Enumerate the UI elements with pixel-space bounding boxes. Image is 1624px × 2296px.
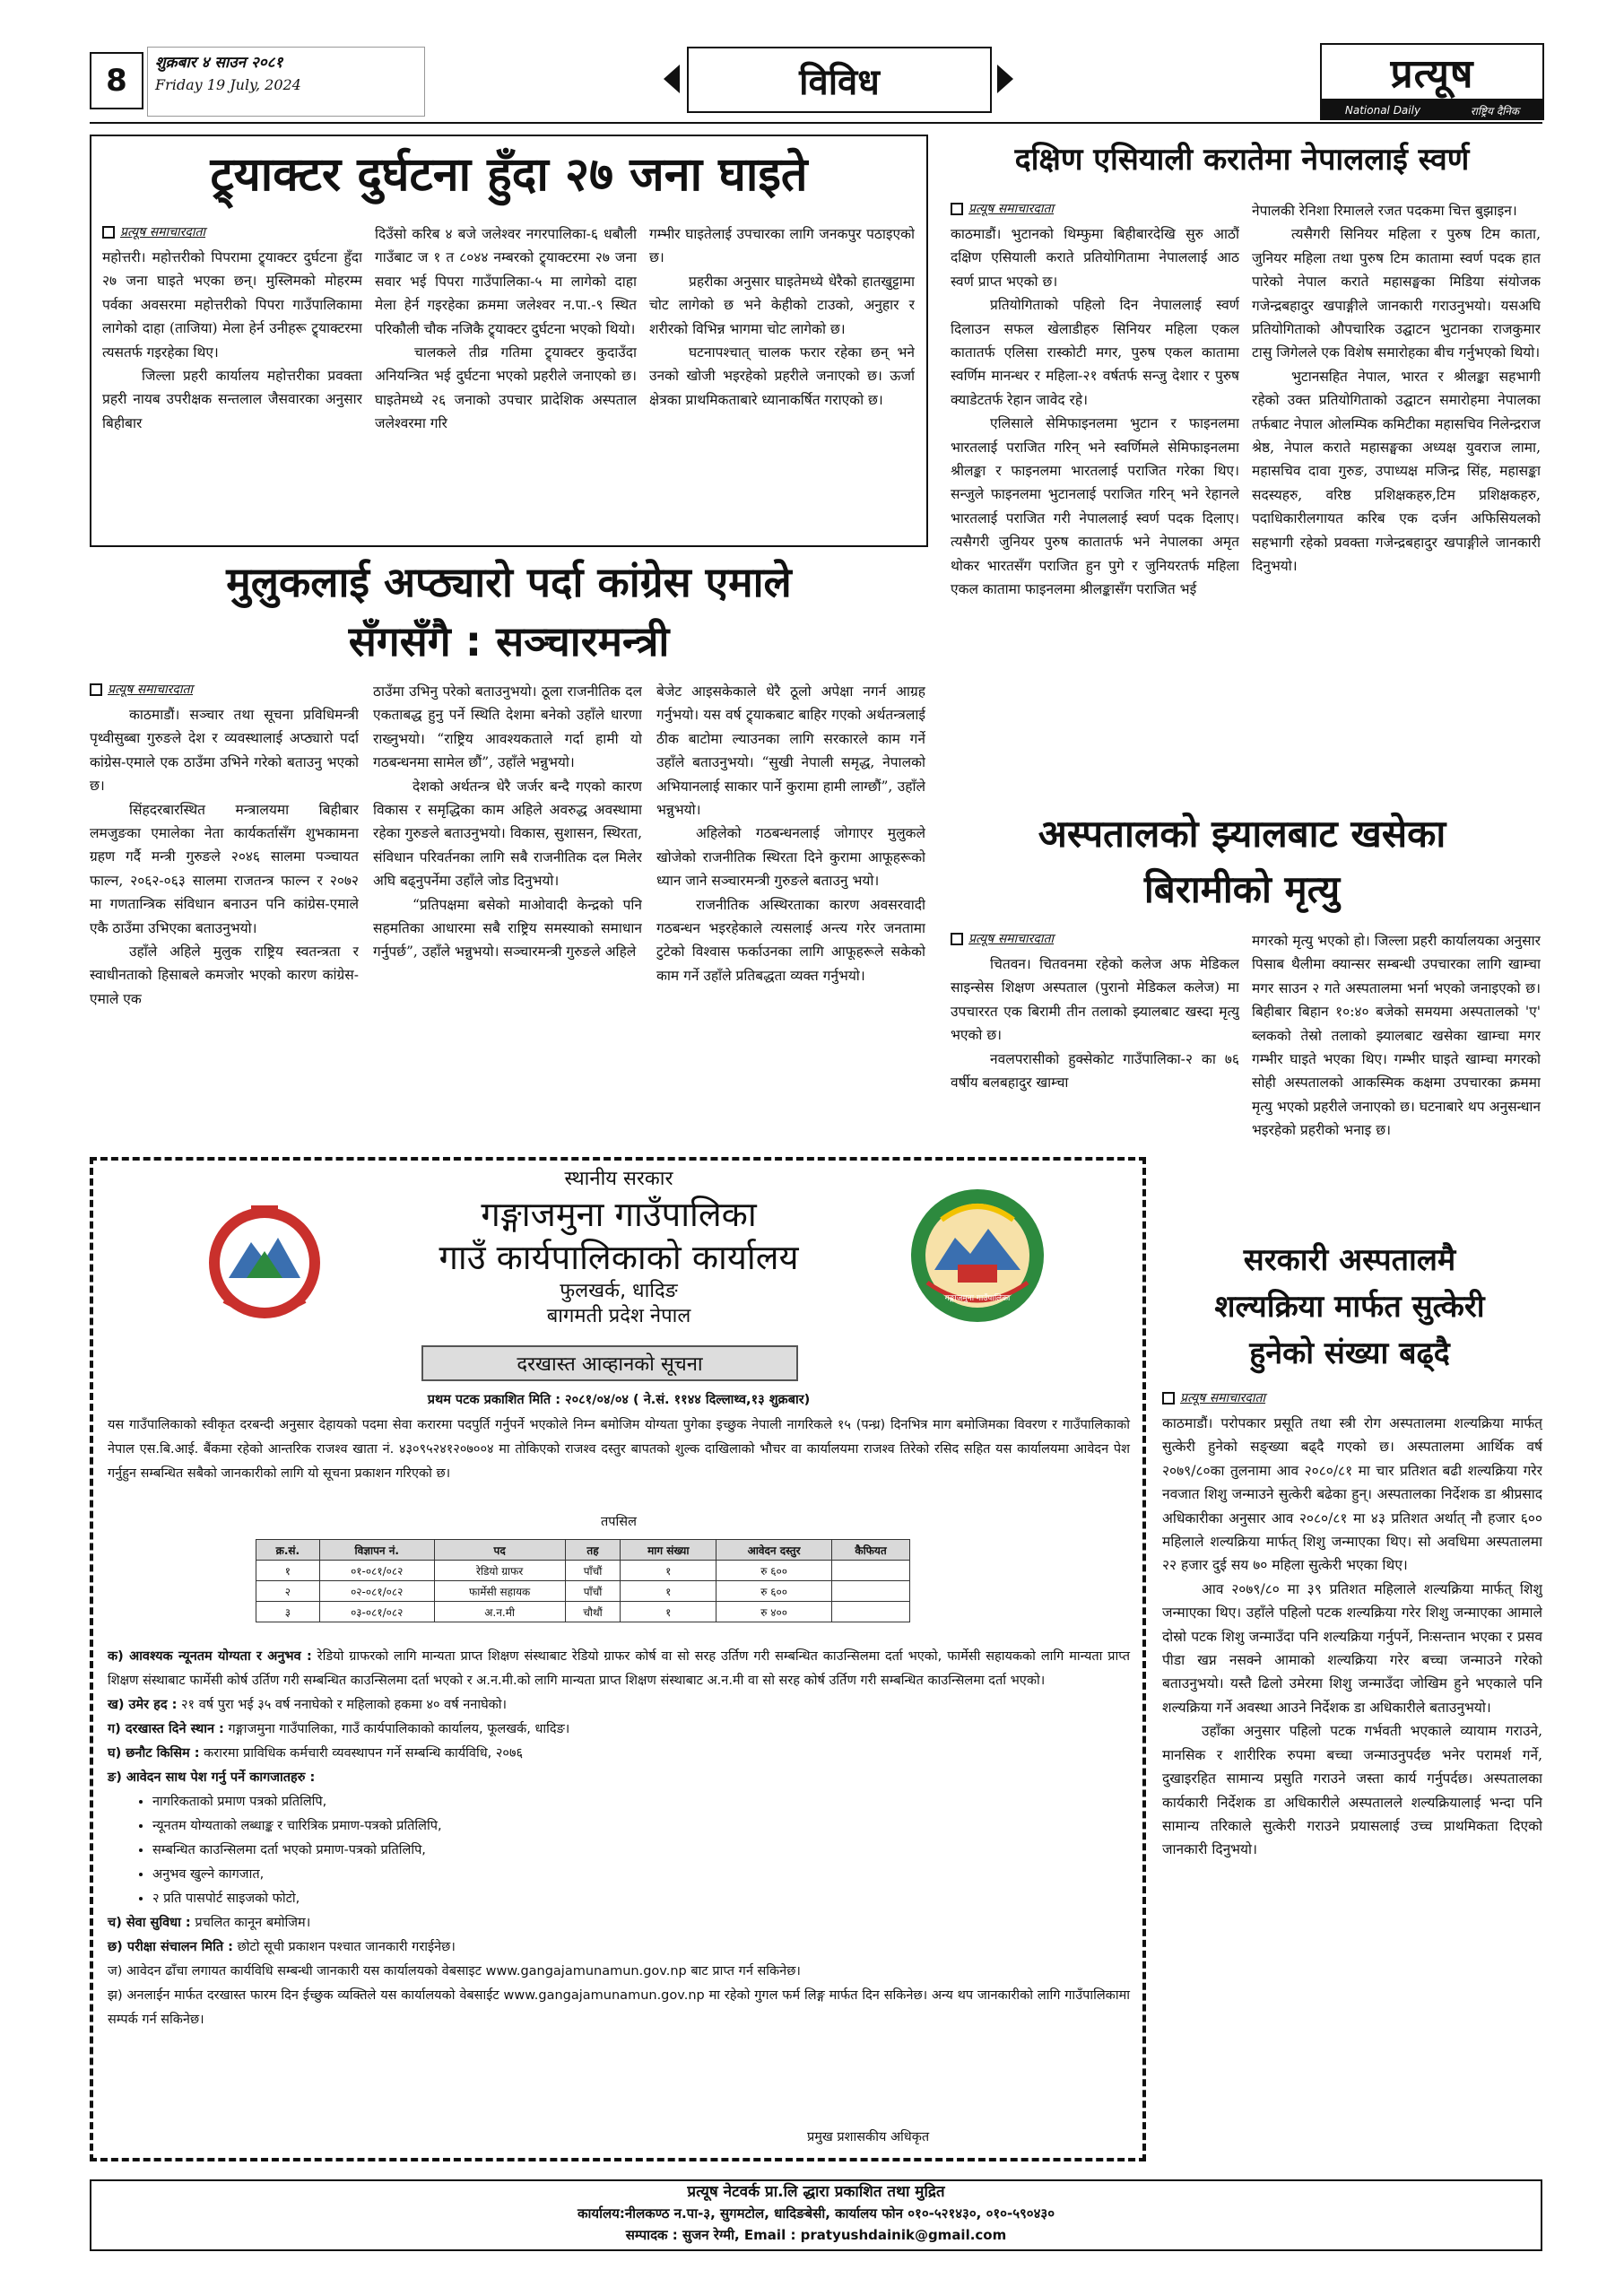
- document-item: • न्यूनतम योग्यताको लब्धाङ्क र चारित्रिक प्रमाण-पत्रको प्रतिलिपि,: [152, 1814, 1130, 1839]
- byline-text: प्रत्यूष समाचारदाता: [1180, 1391, 1266, 1405]
- logo-text: प्रत्यूष: [1390, 51, 1474, 97]
- footer: [90, 2179, 1542, 2251]
- notice-item-text: गङ्गाजमुना गाउँपालिका, गाउँ कार्यपालिकाको कार्यालय, फूलखर्क, धादिङ।: [228, 1722, 570, 1736]
- byline-text: प्रत्यूष समाचारदाता: [968, 202, 1055, 216]
- notice-office-name: गाउँ कार्यपालिकाको कार्यालय: [439, 1238, 799, 1277]
- article-paragraph: राजनीतिक अस्थिरताका कारण अवसरवादी गठबन्धन भइरहेकाले त्यसलाई अन्त्य गरेर जनतामा टुटेको विश्वास फर्काउनका लागि आफूहरूले सकेको काम गर्ने उहाँले प्रतिबद्धता व्यक्त गर्नुभयो।: [656, 896, 925, 984]
- nepal-emblem-logo: [197, 1193, 332, 1327]
- municipality-logo: [906, 1184, 1049, 1327]
- table-cell: १: [621, 1602, 716, 1622]
- notice-intro: यस गाउँपालिकाको स्वीकृत दरबन्दी अनुसार देहायको पदमा सेवा करारमा पदपुर्ति गर्नुपर्ने भएकोले निम्न बमोजिम योग्यता पुगेका इच्छुक नेपाली नागरिकले १५ (पन्ध्र) दिनभित्र माग बमोजिमका विवरण र गाउँपालिकाको नेपाल एस.बि.आई. बैंकमा रहेको आन्तरिक राजश्व खाता नं. ४३०९५२४१२०७००४ मा तोकिएको राजश्व दस्तुर बापतको शुल्क दाखिलाको भौचर वा कार्यालयमा राजश्व तिरेको रसिद सहित यस कार्यालयमा आवेदन पेश गर्नुहुन सम्बन्धित सबैको जानकारीको लागि यो सूचना प्रकाशन गरिएको छ।: [108, 1418, 1130, 1481]
- article-paragraph: महोत्तरी। महोत्तरीको पिपरामा ट्र्याक्टर दुर्घटना हुँदा २७ जना घाइते भएका छन्। मुस्लिमको मोहरम्म पर्वका अवसरमा महोत्तरीको पिपरा गाउँपालिकामा लागेको दाहा (ताजिया) मेला हेर्न उनीहरू ट्र्याक्टरमा त्यसतर्फ गइरहेका थिए।: [102, 249, 362, 361]
- article-paragraph: मगरको मृत्यु भएको हो। जिल्ला प्रहरी कार्यालयका अनुसार पिसाब थैलीमा क्यान्सर सम्बन्धी उपचारका लागि खाम्चा मगर साउन २ गते अस्पतालमा भर्ना भएको जनाइएको छ। बिहीबार बिहान १०:४० बजेको समयमा अस्पतालको 'ए' ब्लकको तेस्रो तलाको झ्यालबाट खसेका खाम्चा मगर गम्भीर घाइते भएका थिए। गम्भीर घाइते खाम्चा मगरको सोही अस्पतालको आकस्मिक कक्षमा उपचारका क्रममा मृत्यु भएको प्रहरीले जनाएको छ। घटनाबारे थप अनुसन्धान भइरहेको प्रहरीको भनाइ छ।: [1252, 933, 1541, 1139]
- article-hospital-headline-1: अस्पतालको झ्यालबाट खसेका: [1038, 812, 1446, 856]
- byline-text: प्रत्यूष समाचारदाता: [108, 683, 194, 697]
- table-cell: ०१-०८१/०८२: [319, 1561, 434, 1581]
- table-header-cell: क्र.सं.: [256, 1540, 320, 1561]
- article-hospital-col1: [951, 952, 1239, 1152]
- table-header-cell: आवेदन दस्तुर: [716, 1540, 832, 1561]
- footer-address: कार्यालय:नीलकण्ठ न.पा-३, सुगमटोल, धादिङबेसी, कार्यालय फोन ०१०-५२१४३०, ०१०-५९०४३०: [578, 2205, 1055, 2222]
- masthead-rule: [90, 122, 1542, 124]
- article-paragraph: काठमाडौं। भुटानको थिम्फुमा बिहीबारदेखि सुरु आठौं दक्षिण एसियाली कराते प्रतियोगितामा नेपाललाई आठ स्वर्ण प्राप्त भएको छ।: [951, 226, 1239, 290]
- municipality-logo-text: गङ्गाजमुना गाउँपालिका: [944, 1294, 1011, 1303]
- table-cell: १: [621, 1581, 716, 1602]
- table-cell: ०३-०८१/०८२: [319, 1602, 434, 1622]
- table-cell: फार्मेसी सहायक: [434, 1581, 565, 1602]
- article-hospital-byline: [951, 929, 1054, 949]
- article-paragraph: घटनापश्चात् चालक फरार रहेका छन् भने उनको खोजी भइरहेको प्रहरीले जनाएको छ। ऊर्जा क्षेत्रका प्राथमिकताबारे ध्यानाकर्षित गराएको छ।: [649, 344, 915, 408]
- notice-item-selection: [108, 1742, 1130, 1766]
- article-paragraph: “प्रतिपक्षमा बसेको माओवादी केन्द्रको पनि सहमतिका आधारमा सबै राष्ट्रिय समस्याको समाधान गर्नुपर्छ”, उहाँले भन्नुभयो। सञ्चारमन्त्री गुरुङले अहिले: [373, 896, 642, 961]
- section-name: विविध: [799, 61, 880, 103]
- byline-square-icon: [951, 203, 963, 215]
- page-number: 8: [106, 63, 127, 99]
- notice-documents-list: [108, 1790, 1130, 1911]
- table-cell: [832, 1602, 910, 1622]
- byline-square-icon: [951, 933, 963, 945]
- notice-item-text: रेडियो ग्राफरको लागि मान्यता प्राप्त शिक्षण संस्थाबाट रेडियो ग्राफर कोर्ष वा सो सरह उर्तिण गरी सम्बन्धित काउन्सिलमा दर्ता भएको, फार्मेसी सहायकको लागि मान्यता प्राप्त शिक्षण संस्थाबाट फार्मेसी कोर्ष उर्तिण गरी सम्बन्धित काउन्सिलमा दर्ता भएको र अ.न.मी.को लागि मान्यता प्राप्त शिक्षण संस्थाबाट अ.न.मी वा सो सरह कोर्ष उर्तिण गरी सम्बन्धित काउन्सिलमा दर्ता भएको।: [108, 1649, 1131, 1688]
- article-karate-col2: [1252, 199, 1541, 795]
- logo-sub-english: National Daily: [1344, 104, 1421, 117]
- notice-title: दरखास्त आव्हानको सूचना: [517, 1353, 703, 1376]
- notice-item-text: प्रचलित कानून बमोजिम।: [195, 1916, 311, 1930]
- notice-item-age: [108, 1693, 1130, 1718]
- newspaper-logo: [1320, 43, 1544, 100]
- table-header-cell: पद: [434, 1540, 565, 1561]
- table-cell: रु ४००: [716, 1602, 832, 1622]
- table-cell: पाँचौं: [565, 1581, 621, 1602]
- article-csection-headline-3: हुनेको संख्या बढ्दै: [1249, 1335, 1450, 1371]
- table-cell: १: [621, 1561, 716, 1581]
- notice-published-date: प्रथम पटक प्रकाशित मिति : २०८१/०४/०४ ( ने.सं. ११४४ दिल्लाथ्व,१३ शुक्रबार): [427, 1393, 811, 1407]
- notice-header: [359, 1166, 879, 1329]
- notice-item-place: [108, 1718, 1130, 1742]
- byline-text: प्रत्यूष समाचारदाता: [120, 225, 206, 239]
- article-congress-col1: [90, 703, 359, 1148]
- article-paragraph: सिंहदरबारस्थित मन्त्रालयमा बिहीबार लमजुङका एमालेका नेता कार्यकर्तासँग शुभकामना ग्रहण गर्दै मन्त्री गुरुङले २०४६ सालमा पञ्चायत फाल्न, २०६२-०६३ सालमा राजतन्त्र फाल्न र २०७२ मा गणतान्त्रिक संविधान बनाउन पनि कांग्रेस-एमाले एकै ठाउँमा उभिएका बताउनुभयो।: [90, 801, 359, 936]
- table-cell: ३: [256, 1602, 320, 1622]
- article-paragraph: देशको अर्थतन्त्र धेरै जर्जर बन्दै गएको कारण विकास र समृद्धिका काम अहिले अवरुद्ध अवस्थामा रहेका गुरुङले बताउनुभयो। विकास, सुशासन, स्थिरता, संविधान परिवर्तनका लागि सबै राजनीतिक दल मिलेर अघि बढ्नुपर्नेमा उहाँले जोड दिनुभयो।: [373, 778, 642, 890]
- document-item: • नागरिकताको प्रमाण पत्रको प्रतिलिपि,: [152, 1790, 1130, 1814]
- article-paragraph: उहाँका अनुसार पहिलो पटक गर्भवती भएकाले व्यायाम गराउने, मानसिक र शारीरिक रुपमा बच्चा जन्माउनुपर्दछ भनेर परामर्श गर्ने, दुखाइरहित सामान्य प्रसुति गराउने जस्ता कार्य गर्नुपर्दछ। अस्पतालका कार्यकारी निर्देशक डा अधिकारीले अस्पतालले शल्यक्रियालाई भन्दा पनि सामान्य तरिकाले सुत्केरी गराउने प्रयासलाई उच्च प्राथमिकता दिएको जानकारी दिनुभयो।: [1162, 1723, 1542, 1858]
- notice-item-label: ङ) आवेदन साथ पेश गर्नु पर्ने कागजातहरु :: [108, 1770, 316, 1785]
- article-hospital-headline-2: बिरामीको मृत्यु: [1143, 867, 1341, 911]
- article-congress-headline-2: सँगसँगै : सञ्चारमन्त्री: [348, 617, 670, 665]
- section-name-box: [687, 47, 992, 113]
- article-tractor-byline: [102, 222, 205, 242]
- notice-item-label: छ) परीक्षा संचालन मिति :: [108, 1940, 233, 1954]
- article-csection-byline: [1162, 1388, 1265, 1408]
- article-paragraph: प्रतियोगिताको पहिलो दिन नेपाललाई स्वर्ण दिलाउन सफल खेलाडीहरु सिनियर महिला एकल कातातर्फ एलिसा रास्कोटी मगर, पुरुष एकल कातामा स्वर्णिम मानन्धर र महिला-२१ वर्षतर्फ सन्जु देशार र पुरुष क्याडेटतर्फ रेहान जावेद रहे।: [951, 297, 1239, 408]
- table-header-cell: विज्ञापन नं.: [319, 1540, 434, 1561]
- document-item: • सम्बन्धित काउन्सिलमा दर्ता भएको प्रमाण-पत्रको प्रतिलिपि,: [152, 1839, 1130, 1863]
- notice-item-text: छोटो सूची प्रकाशन पश्चात जानकारी गराईनेछ।: [237, 1940, 456, 1954]
- notice-item-label: ग) दरखास्त दिने स्थान :: [108, 1722, 224, 1736]
- article-paragraph: चितवन। चितवनमा रहेको कलेज अफ मेडिकल साइन्सेस शिक्षण अस्पताल (पुरानो मेडिकल कलेज) मा उपचाररत एक बिरामी तीन तलाको झ्यालबाट खस्दा मृत्यु भएको छ।: [951, 956, 1239, 1044]
- byline-square-icon: [1162, 1392, 1175, 1405]
- table-cell: ०२-०८१/०८२: [319, 1581, 434, 1602]
- article-paragraph: त्यसैगरी सिनियर महिला र पुरुष टिम काता, जुनियर महिला तथा पुरुष टिम कातामा स्वर्ण पदक हात पारेको नेपाल कराते महासङ्घका मिडिया संयोजक गजेन्द्रबहादुर खपाङ्गीले जानकारी गराउनुभयो। यसअघि प्रतियोगिताको औपचारिक उद्घाटन भुटानका राजकुमार टासु जिगेलले एक विशेष समारोहका बीच गर्नुभएको थियो।: [1252, 226, 1541, 361]
- notice-signature: प्रमुख प्रशासकीय अधिकृत: [807, 2130, 930, 2144]
- vacancy-table: [256, 1539, 910, 1622]
- notice-item-label: ख) उमेर हद :: [108, 1698, 178, 1712]
- article-karate-byline: [951, 199, 1054, 219]
- logo-sub-nepali: राष्ट्रिय दैनिक: [1470, 104, 1520, 117]
- logo-subtitle: [1320, 100, 1544, 120]
- page-number-box: [90, 52, 143, 109]
- table-cell: [832, 1561, 910, 1581]
- notice-municipality-name: गङ्गाजमुना गाउँपालिका: [481, 1195, 757, 1234]
- next-section-arrow-icon[interactable]: [997, 65, 1013, 93]
- document-item: • २ प्रति पासपोर्ट साइजको फोटो,: [152, 1887, 1130, 1911]
- nepal-emblem-icon: [197, 1193, 332, 1327]
- table-cell: १: [256, 1561, 320, 1581]
- date-english: Friday 19 July, 2024: [155, 76, 301, 93]
- article-paragraph: चालकले तीव्र गतिमा ट्र्याक्टर कुदाउँदा अनियन्त्रित भई दुर्घटना भएको प्रहरीले जनाएको छ। घाइतेमध्ये २६ जनाको उपचार प्रादेशिक अस्पताल जलेश्वरमा गरि: [375, 344, 637, 432]
- article-paragraph: नेपालकी रेनिशा रिमालले रजत पदकमा चित्त बुझाइन।: [1252, 203, 1517, 219]
- article-congress-headline-1: मुलुकलाई अप्ठ्यारो पर्दा कांग्रेस एमाले: [226, 558, 792, 606]
- notice-item-exam-date: [108, 1935, 1130, 1960]
- notice-item-website[interactable]: ज) आवेदन ढाँचा लगायत कार्यविधि सम्बन्धी जानकारी यस कार्यालयको वेबसाइट www.gangajamunamun.gov.np बाट प्राप्त गर्न सकिनेछ।: [108, 1964, 801, 1979]
- notice-item-documents: [108, 1766, 1130, 1790]
- notice-item-facility: [108, 1911, 1130, 1935]
- table-cell: २: [256, 1581, 320, 1602]
- notice-province: बागमती प्रदेश नेपाल: [546, 1305, 691, 1327]
- article-paragraph: ठाउँमा उभिनु परेको बताउनुभयो। ठूला राजनीतिक दल एकताबद्ध हुनु पर्ने स्थिति देशमा बनेको उहाँले धारणा राख्नुभयो। “राष्ट्रिय आवश्यकताले गर्दा हामी यो गठबन्धनमा सामेल छौं”, उहाँले भन्नुभयो।: [373, 683, 642, 771]
- footer-publisher: प्रत्यूष नेटवर्क प्रा.लि द्धारा प्रकाशित तथा मुद्रित: [687, 2183, 945, 2201]
- article-paragraph: आव २०७९/८० मा ३९ प्रतिशत महिलाले शल्यक्रिया मार्फत् शिशु जन्माएका थिए। उहाँले पहिलो पटक शल्यक्रिया गरेर शिशु जन्माएका आमाले दोस्रो पटक शिशु जन्माउँदा पनि शल्यक्रिया गर्नुपर्ने, निःसन्तान भएका र प्रसव पीडा खप्न नसक्ने आमाको शल्यक्रिया गरेर बच्चा जन्माउने गरेको बताउनुभयो। यस्तै ढिलो उमेरमा शिशु जन्माउँदा जोखिम हुने भएकाले पनि शल्यक्रिया गर्ने अवस्था आउने निर्देशक डा अधिकारीले बताउनुभयो।: [1162, 1580, 1542, 1716]
- article-paragraph: काठमाडौं। परोपकार प्रसूति तथा स्त्री रोग अस्पतालमा शल्यक्रिया मार्फत् सुत्केरी हुनेको सङ्ख्या बढ्दै गएको छ। अस्पतालमा आर्थिक वर्ष २०७९/८०का तुलनामा आव २०८०/८१ मा चार प्रतिशत बढी शल्यक्रिया गरेर नवजात शिशु जन्माउने सुत्केरी बढेका हुन्। अस्पतालका निर्देशक डा श्रीप्रसाद अधिकारीका अनुसार आव २०८०/८१ मा ४३ प्रतिशत अर्थात् नौ हजार ६०० महिलाले शल्यक्रिया मार्फत् शिशु जन्माएका थिए। सो अवधिमा अस्पतालमा २२ हजार दुई सय ७० महिला सुत्केरी भएका थिए।: [1162, 1415, 1542, 1574]
- article-hospital-col2: [1252, 929, 1541, 1238]
- byline-square-icon: [90, 683, 102, 696]
- table-row: [256, 1581, 910, 1602]
- date-box: [147, 47, 425, 117]
- notice-item-text: २१ वर्ष पुरा भई ३५ वर्ष ननाघेको र महिलाको हकमा ४० वर्ष ननाघेको।: [181, 1698, 508, 1712]
- table-row: [256, 1561, 910, 1581]
- table-cell: अ.न.मी: [434, 1602, 565, 1622]
- article-tractor-col2: [375, 222, 637, 542]
- notice-item-online[interactable]: झ) अनलाईन मार्फत दरखास्त फारम दिन ईच्छुक व्यक्तिले यस कार्यालयको वेबसाईट www.gangajamunamun.gov.np मा रहेको गुगल फर्म लिङ्ग मार्फत दिन सकिनेछ। अन्य थप जानकारीको लागि गाउँपालिकामा सम्पर्क गर्न सकिनेछ।: [108, 1988, 1130, 2027]
- table-cell: चौथौं: [565, 1602, 621, 1622]
- notice-item-label: च) सेवा सुविधा :: [108, 1916, 191, 1930]
- notice-local-gov: स्थानीय सरकार: [564, 1168, 673, 1190]
- article-csection-headline-1: सरकारी अस्पतालमै: [1243, 1242, 1456, 1278]
- article-csection-headline-2: शल्यक्रिया मार्फत सुत्केरी: [1214, 1289, 1485, 1325]
- article-congress-col2: [373, 680, 642, 1148]
- table-cell: [832, 1581, 910, 1602]
- notice-tapsil: तपसिल: [601, 1515, 637, 1529]
- notice-item-label: क) आवश्यक न्यूनतम योग्यता र अनुभव :: [108, 1649, 312, 1664]
- notice-details: [108, 1645, 1130, 2032]
- byline-text: प्रत्यूष समाचारदाता: [968, 932, 1055, 946]
- table-cell: रेडियो ग्राफर: [434, 1561, 565, 1581]
- notice-item-qualification: [108, 1645, 1130, 1693]
- article-tractor-col1: [102, 246, 362, 542]
- article-paragraph: काठमाडौं। सञ्चार तथा सूचना प्रविधिमन्त्री पृथ्वीसुब्बा गुरुङले देश र व्यवस्थालाई अप्ठ्यारो पर्दा कांग्रेस-एमाले एक ठाउँमा उभिने गरेको बताउनु भएको छ।: [90, 707, 359, 795]
- article-paragraph: प्रहरीका अनुसार घाइतेमध्ये धेरैको हातखुट्टामा चोट लागेको छ भने केहीको टाउको, अनुहार र शरीरको विभिन्न भागमा चोट लागेको छ।: [649, 273, 915, 337]
- footer-editor[interactable]: सम्पादक : सुजन रेग्मी, Email : pratyushdainik@gmail.com: [625, 2227, 1007, 2243]
- article-paragraph: जिल्ला प्रहरी कार्यालय महोत्तरीका प्रवक्ता प्रहरी नायब उपरीक्षक सन्तलाल जैसवारका अनुसार बिहीबार: [102, 368, 362, 431]
- notice-location: फुलखर्क, धादिङ: [560, 1280, 678, 1302]
- article-paragraph: नवलपरासीको हुक्सेकोट गाउँपालिका-२ का ७६ वर्षीय बलबहादुर खाम्चा: [951, 1050, 1239, 1091]
- notice-title-box: [421, 1345, 798, 1381]
- prev-section-arrow-icon[interactable]: [664, 65, 680, 93]
- article-tractor-headline: ट्र्याक्टर दुर्घटना हुँदा २७ जना घाइते: [210, 148, 808, 202]
- byline-square-icon: [102, 226, 115, 239]
- notice-item-text: करारमा प्राविधिक कर्मचारी व्यवस्थापन गर्ने सम्बन्धि कार्यविधि, २०७६: [204, 1746, 524, 1761]
- article-congress-byline: [90, 680, 193, 700]
- date-nepali: शुक्रबार ४ साउन २०८१: [155, 54, 283, 72]
- article-karate-col1: [951, 222, 1239, 795]
- article-paragraph: अहिलेको गठबन्धनलाई जोगाएर मुलुकले खोजेको राजनीतिक स्थिरता दिने कुरामा आफूहरूको ध्यान जाने सञ्चारमन्त्री गुरुङले बताउनु भयो।: [656, 825, 925, 890]
- vacancy-table-wrap: [256, 1539, 910, 1622]
- masthead: [90, 43, 1542, 124]
- document-item: • अनुभव खुल्ने कागजात,: [152, 1863, 1130, 1887]
- article-paragraph: बेजेट आइसकेकाले धेरै ठूलो अपेक्षा नगर्न आग्रह गर्नुभयो। यस वर्ष ट्र्याकबाट बाहिर गएको अर्थतन्त्रलाई ठीक बाटोमा ल्याउनका लागि सरकारले काम गर्ने उहाँले बताउनुभयो। “सुखी नेपाली समृद्ध, नेपालको अभियानलाई साकार पार्ने कुरामा हामी लाग्छौं”, उहाँले भन्नुभयो।: [656, 683, 925, 819]
- article-paragraph: भुटानसहित नेपाल, भारत र श्रीलङ्का सहभागी रहेको उक्त प्रतियोगिताको उद्घाटन समारोहमा नेपालका तर्फबाट नेपाल ओलम्पिक कमिटीका महासचिव निलेन्द्रराज श्रेष्ठ, नेपाल कराते महासङ्घका अध्यक्ष युवराज लामा, महासचिव दावा गुरुङ, उपाध्यक्ष मजिन्द्र सिंह, महासङ्का सदस्यहरु, वरिष्ठ प्रशिक्षकहरु,टिम प्रशिक्षकहरु, पदाधिकारीलगायत करिब एक दर्जन अफिसियलको सहभागी रहेको प्रवक्ता गजेन्द्रबहादुर खपाङ्गीले जानकारी दिनुभयो।: [1252, 368, 1541, 575]
- table-cell: पाँचौं: [565, 1561, 621, 1581]
- article-csection-col: [1162, 1412, 1542, 2170]
- article-paragraph: उहाँले अहिले मुलुक राष्ट्रिय स्वतन्त्रता र स्वाधीनताको हिसाबले कमजोर भएको कारण कांग्रेस-एमाले एक: [90, 944, 359, 1007]
- table-cell: रु ६००: [716, 1561, 832, 1581]
- table-cell: रु ६००: [716, 1581, 832, 1602]
- article-congress-col3: [656, 680, 925, 1148]
- article-paragraph: गम्भीर घाइतेलाई उपचारका लागि जनकपुर पठाइएको छ।: [649, 226, 915, 266]
- article-karate-headline: दक्षिण एसियाली करातेमा नेपाललाई स्वर्ण: [1014, 142, 1470, 178]
- article-paragraph: एलिसाले सेमिफाइनलमा भुटान र फाइनलमा भारतलाई पराजित गरिन् भने स्वर्णिमले सेमिफाइनलमा श्रीलङ्का र फाइनलमा भारतलाई पराजित गरेका थिए। सन्जुले फाइनलमा भुटानलाई पराजित गरिन् भने रेहानले भारतलाई पराजित गरी नेपाललाई स्वर्ण पदक दिलाए। त्यसैगरी जुनियर पुरुष कातातर्फ भने नेपालका अमृत थोकर भारतसँग पराजित हुन पुगे र जुनियरतर्फ महिला एकल कातामा फाइनलमा श्रीलङ्कासँग पराजित भई: [951, 415, 1239, 598]
- table-header-cell: माग संख्या: [621, 1540, 716, 1561]
- table-header-cell: कैफियत: [832, 1540, 910, 1561]
- article-paragraph: दिउँसो करिब ४ बजे जलेश्वर नगरपालिका-६ धबौली गाउँबाट ज १ त ८०४४ नम्बरको ट्र्याक्टरमा २७ जना सवार भई पिपरा गाउँपालिका-५ मा लागेको दाहा मेला हेर्न गइरहेका क्रममा जलेश्वर न.पा.-९ स्थित परिकौली चौक नजिकै ट्र्याक्टर दुर्घटना भएको थियो।: [375, 226, 637, 337]
- table-row: [256, 1602, 910, 1622]
- article-tractor-col3: [649, 222, 915, 542]
- notice-item-label: घ) छनौट किसिम :: [108, 1746, 200, 1761]
- table-header-cell: तह: [565, 1540, 621, 1561]
- municipality-seal-icon: [906, 1184, 1049, 1327]
